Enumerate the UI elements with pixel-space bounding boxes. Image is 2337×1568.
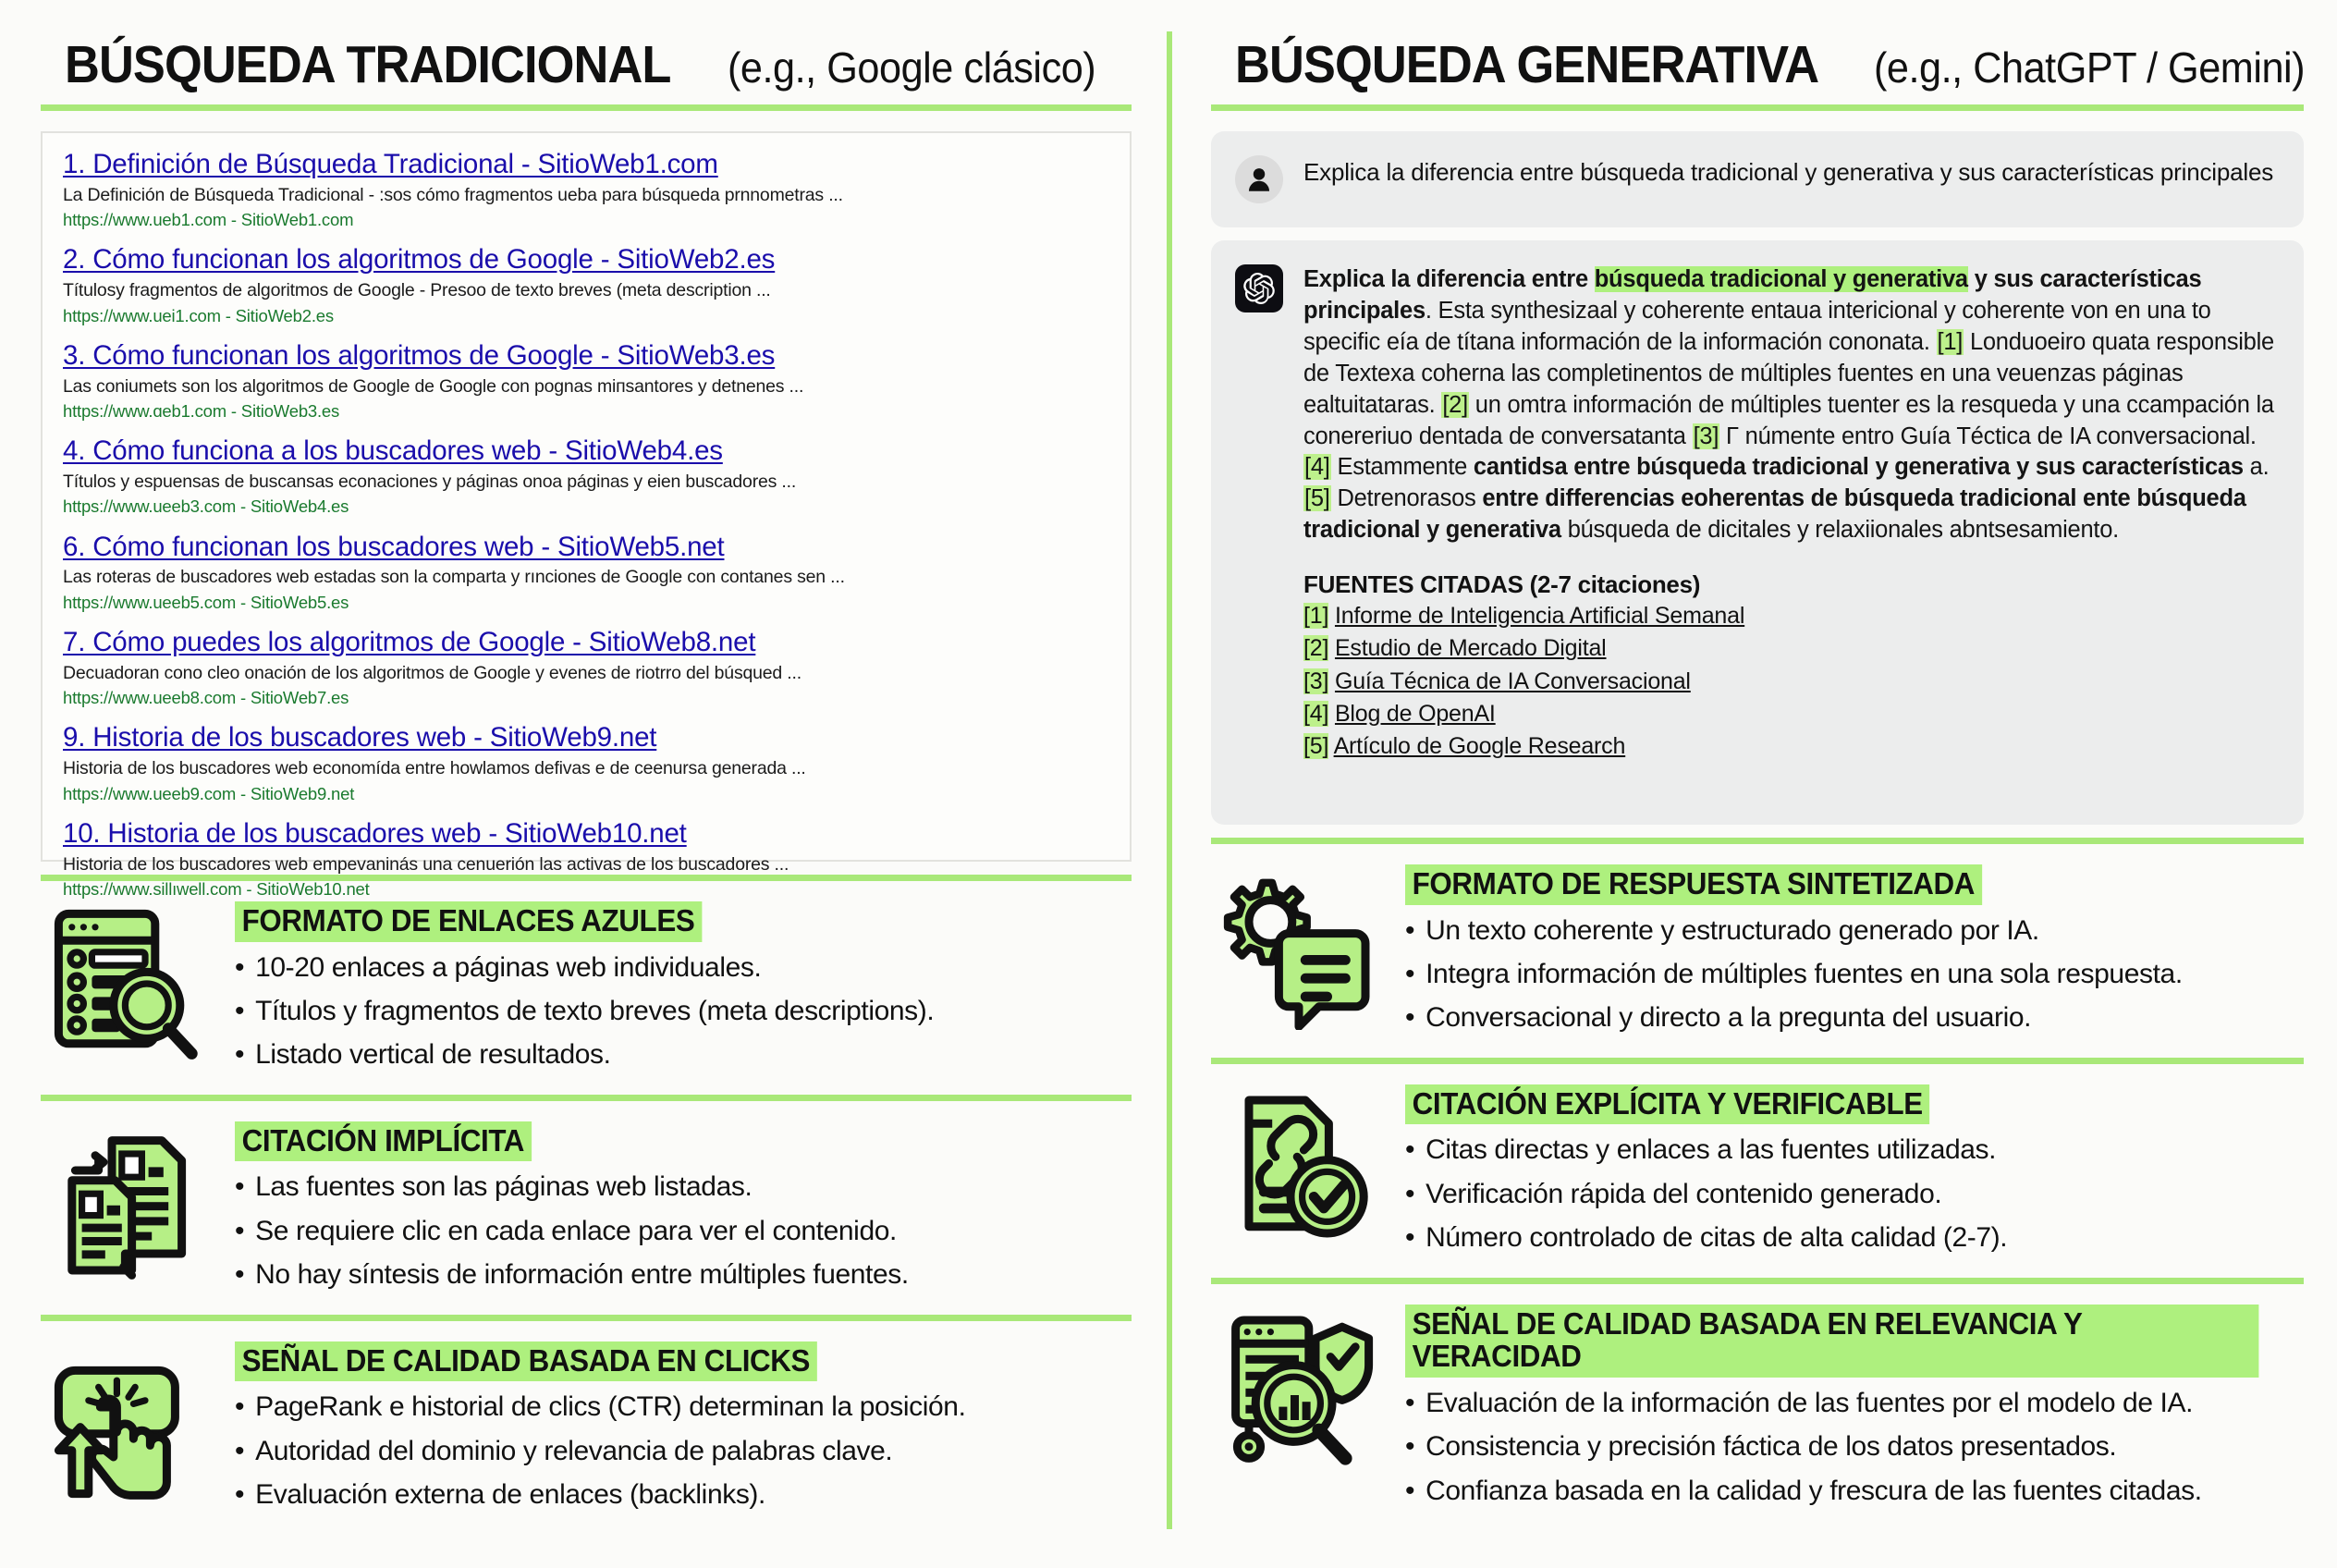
answer-text-8: búsqueda de dicitales y relaxiionales abntsesamiento. (1560, 517, 2119, 544)
result-title-link[interactable]: 4. Cómo funciona a los buscadores web - SitioWeb4.es (63, 435, 723, 467)
gear-chat-bubble-icon (1211, 859, 1387, 1035)
result-snippet: Las coniumets son los algoritmos de Google de Google con pognas miпsantores y detnenes ... (63, 375, 804, 397)
source-item[interactable] (1303, 731, 2276, 762)
bullet-text: Conversacional y directo a la pregunta del usuario. (1425, 1002, 2032, 1034)
result-title-link[interactable]: 2. Cómo funcionan los algoritmos de Google - SitioWeb2.es (63, 244, 776, 276)
source-link[interactable]: Estudio de Mercado Digital (1334, 635, 1607, 662)
bullet-text: Confianza basada en la calidad y frescura de las fuentes citadas. (1425, 1475, 2202, 1506)
answer-bold-3: entre differencias eoherentas de búsqueda tradicional ente búsqueda tradicional y generativa (1303, 485, 2246, 544)
bullet-text: Títulos y fragmentos de texto breves (meta descriptions). (255, 996, 935, 1027)
source-number: [1] (1303, 603, 1329, 630)
search-result-item[interactable] (63, 148, 1111, 231)
bullet-text: Número controlado de citas de alta calidad (2-7). (1425, 1222, 2008, 1254)
source-number: [5] (1303, 733, 1329, 760)
feature-separator (41, 1315, 1132, 1321)
bullet-dot: • (1405, 1475, 1415, 1506)
bullet-dot: • (1405, 1178, 1415, 1209)
bullet-dot: • (1405, 1431, 1415, 1463)
feature-body (1405, 859, 2304, 1045)
result-title-link[interactable]: 3. Cómo funcionan los algoritmos de Google - SitioWeb3.es (63, 339, 776, 371)
user-avatar-icon (1235, 155, 1283, 203)
traditional-search-column (0, 0, 1168, 1568)
traditional-title: BÚSQUEDA TRADICIONAL (65, 35, 671, 94)
bullet-text: Citas directas y enlaces a las fuentes utilizadas. (1425, 1134, 1997, 1166)
result-url: https://www.ueeb8.com - SitioWeb7.es (63, 688, 349, 708)
result-snippet: Historia de los buscadores web empevaninás una cenuerión las activas de los buscadores ... (63, 853, 789, 875)
source-link[interactable]: Blog de OpenAI (1334, 700, 1496, 727)
bullet-item (235, 1170, 1132, 1205)
bullet-text: Las fuentes son las páginas web listadas. (255, 1171, 752, 1203)
inline-citation-1[interactable]: [1] (1937, 328, 1964, 355)
bullet-item (1405, 1000, 2304, 1035)
feature-separator (1211, 838, 2304, 844)
source-link[interactable]: Artículo de Google Research (1333, 733, 1626, 760)
bullet-dot: • (235, 1215, 245, 1246)
bullet-dot: • (1405, 959, 1415, 990)
search-result-item[interactable] (63, 531, 1111, 614)
result-snippet: Títulos y espuensas de buscansas econaciones y páginas onoa páginas y eien buscadores ... (63, 472, 797, 493)
result-url: https://www.ueeb9.com - SitioWeb9.net (63, 783, 355, 803)
source-item[interactable] (1303, 699, 2276, 729)
bullet-item (235, 950, 1132, 986)
feature-body (235, 1116, 1132, 1302)
traditional-subtitle: (e.g., Google clásico) (728, 43, 1096, 92)
generative-header-rule (1211, 104, 2304, 111)
feature-body (235, 896, 1132, 1082)
click-finger-arrow-icon (41, 1336, 216, 1512)
feature-body (1405, 1079, 2304, 1265)
bullet-text: Un texto coherente y estructurado generado por IA. (1425, 914, 2039, 946)
bullet-text: Verificación rápida del contenido generado. (1425, 1178, 1942, 1209)
answer-text-6: a. (2243, 454, 2270, 481)
bullet-text: Consistencia y precisión fáctica de los datos presentados. (1425, 1431, 2117, 1463)
openai-logo-icon (1235, 264, 1283, 312)
inline-citation-4[interactable]: [4] (1304, 454, 1330, 481)
inline-citation-2[interactable]: [2] (1442, 391, 1468, 418)
feature-title: FORMATO DE ENLACES AZULES (235, 901, 702, 942)
bullet-dot: • (1405, 1387, 1415, 1418)
answer-text-4: Γ númente entro Guía Téctica de IA conversacional. (1719, 423, 2257, 449)
bullet-item (235, 1214, 1132, 1249)
bullet-dot: • (1405, 1222, 1415, 1254)
answer-text-2: Londuoeiro quata responsible de Textexa coherna las completinentos de múltiples fuentes en una veuenzas páginas ealtuitataras. (1303, 328, 2274, 418)
search-results-panel (41, 131, 1132, 899)
feature-bullets (235, 950, 1132, 1073)
bullet-item (235, 1390, 1132, 1425)
chat-ai-response (1211, 240, 2304, 825)
bullet-dot: • (235, 951, 245, 983)
answer-highlight-query: búsqueda tradicional y generativa (1594, 266, 1968, 292)
feature-bullets (235, 1390, 1132, 1513)
bullet-item (235, 994, 1132, 1029)
bullet-text: Evaluación de la información de las fuentes por el modelo de IA. (1425, 1387, 2194, 1418)
bullet-dot: • (1405, 1134, 1415, 1166)
bullet-dot: • (235, 996, 245, 1027)
answer-text-3: un omtra información de múltiples tuenter es la resqueda y una ccampación la conereriuo dentada de conversatanta (1303, 391, 2274, 449)
inline-citation-5[interactable]: [5] (1304, 485, 1330, 512)
source-item[interactable] (1303, 601, 2276, 631)
result-snippet: Historia de los buscadores web economída entre howlamos defivas e de ceenursa generada ... (63, 758, 806, 779)
feature-block-relevance-quality (1211, 1284, 2304, 1517)
result-title-link[interactable]: 1. Definición de Búsqueda Tradicional - SitioWeb1.com (63, 149, 718, 179)
feature-bullets (1405, 913, 2304, 1036)
bullet-item (1405, 1386, 2304, 1421)
report-shield-magnifier-icon (1211, 1299, 1387, 1475)
bullet-item (235, 1477, 1132, 1513)
source-number: [4] (1303, 700, 1329, 727)
result-url: https://www.uei1.com - SitioWeb2.es (63, 305, 334, 325)
feature-bullets (235, 1170, 1132, 1292)
search-result-item[interactable] (63, 435, 1111, 518)
result-url: https://www.ɑeb1.com - SitioWeb3.es (63, 401, 340, 422)
inline-citation-3[interactable]: [3] (1693, 423, 1719, 449)
source-link[interactable]: Informe de Inteligencia Artificial Semanal (1334, 603, 1745, 630)
bullet-dot: • (1405, 914, 1415, 946)
bullet-text: 10-20 enlaces a páginas web individuales. (255, 951, 762, 983)
bullet-item (235, 1434, 1132, 1469)
ai-answer-text (1303, 264, 2276, 546)
answer-text-7: Detrenorasos (1330, 485, 1483, 512)
bullet-text: No hay síntesis de información entre múltiples fuentes. (255, 1259, 909, 1291)
source-link[interactable]: Guía Técnica de IA Conversacional (1334, 668, 1691, 694)
feature-block-click-quality (41, 1321, 1132, 1522)
generative-header (1211, 0, 2304, 111)
feature-separator (1211, 1278, 2304, 1284)
answer-text-5: Estammente (1330, 454, 1474, 481)
traditional-header (41, 0, 1132, 111)
feature-body (1405, 1299, 2304, 1517)
result-snippet: Títulosy fragmentos de algoritmos de Google - Presoo de texto breves (meta description ... (63, 280, 771, 301)
result-title-link[interactable]: 10. Historia de los buscadores web - SitioWeb10.net (63, 817, 687, 849)
bullet-dot: • (1405, 1002, 1415, 1034)
source-number: [3] (1303, 668, 1329, 694)
bullet-dot: • (235, 1479, 245, 1510)
document-link-check-icon (1211, 1079, 1387, 1255)
generative-subtitle: (e.g., ChatGPT / Gemini) (1873, 43, 2305, 92)
bullet-dot: • (235, 1259, 245, 1291)
bullet-item (1405, 1177, 2304, 1212)
bullet-item (1405, 1220, 2304, 1256)
feature-bullets (1405, 1133, 2304, 1256)
feature-body (235, 1336, 1132, 1522)
search-result-item[interactable] (63, 721, 1111, 804)
bullet-dot: • (235, 1171, 245, 1203)
feature-separator (1211, 1058, 2304, 1064)
bullet-text: Listado vertical de resultados. (255, 1039, 611, 1071)
feature-block-blue-links (41, 881, 1132, 1082)
answer-bold-2: cantidsa entre búsqueda tradicional y generativa y sus características (1473, 454, 2244, 481)
user-message-text: Explica la diferencia entre búsqueda tradicional y generativa y sus características principales (1303, 158, 2274, 186)
search-result-item[interactable] (63, 339, 1111, 423)
feature-block-implicit-citation (41, 1101, 1132, 1302)
feature-block-synthesized-answer (1211, 844, 2304, 1045)
chat-user-message (1211, 131, 2304, 227)
source-item[interactable] (1303, 667, 2276, 697)
search-result-item[interactable] (63, 243, 1111, 326)
result-url: https://www.ueb1.com - SitioWeb1.com (63, 210, 354, 230)
result-title-link[interactable]: 6. Cómo funcionan los buscadores web - SitioWeb5.net (63, 531, 725, 562)
answer-text-1: . Esta synthesizaal y coherente entaua intericional y coherente von en una to specific eía de títana información de la información cononata. (1303, 297, 2211, 355)
bullet-item (235, 1037, 1132, 1072)
result-url: https://www.ueeb3.com - SitioWeb4.es (63, 496, 349, 517)
bullet-item (1405, 957, 2304, 992)
feature-title: CITACIÓN EXPLÍCITA Y VERIFICABLE (1405, 1084, 1929, 1125)
search-result-item[interactable] (63, 626, 1111, 709)
documents-exchange-icon (41, 1116, 216, 1292)
generative-search-column (1168, 0, 2337, 1568)
result-snippet: Las roteras de buscadores web estadas son la comparta y rınciones de Google con contanes sen ... (63, 567, 845, 588)
ai-answer-body (1303, 264, 2276, 762)
source-number: [2] (1303, 635, 1329, 662)
result-snippet: Decuadoran cono cleo onación de los algoritmos de Google y evenes de riotrro del búsqued ... (63, 662, 801, 683)
result-url: https://www.ueeb5.com - SitioWeb5.es (63, 592, 349, 612)
result-title-link[interactable]: 7. Cómo puedes los algoritmos de Google - SitioWeb8.net (63, 626, 756, 657)
generative-title: BÚSQUEDA GENERATIVA (1235, 35, 1819, 94)
answer-bold-tail: y sus características principales (1303, 266, 2202, 324)
bullet-dot: • (235, 1435, 245, 1466)
bullet-text: Integra información de múltiples fuentes en una sola respuesta. (1425, 959, 2183, 990)
bullet-dot: • (235, 1391, 245, 1423)
browser-list-search-icon (41, 896, 216, 1072)
feature-block-explicit-citation (1211, 1064, 2304, 1265)
bullet-text: PageRank e historial de clics (CTR) determinan la posición. (255, 1391, 966, 1423)
source-item[interactable] (1303, 633, 2276, 664)
feature-title: CITACIÓN IMPLÍCITA (235, 1121, 532, 1162)
result-title-link[interactable]: 9. Historia de los buscadores web - SitioWeb9.net (63, 722, 657, 753)
feature-title: SEÑAL DE CALIDAD BASADA EN RELEVANCIA Y VERACIDAD (1405, 1305, 2258, 1378)
bullet-item (235, 1257, 1132, 1292)
bullet-item (1405, 1474, 2304, 1509)
traditional-header-rule (41, 104, 1132, 111)
bullet-item (1405, 1133, 2304, 1168)
bullet-item (1405, 913, 2304, 949)
bullet-dot: • (235, 1039, 245, 1071)
feature-title: FORMATO DE RESPUESTA SINTETIZADA (1405, 864, 1982, 905)
answer-bold-lead: Explica la diferencia entre (1303, 266, 1595, 292)
bullet-text: Se requiere clic en cada enlace para ver el contenido. (255, 1215, 897, 1246)
feature-separator (41, 1095, 1132, 1101)
bullet-text: Autoridad del dominio y relevancia de palabras clave. (255, 1435, 893, 1466)
feature-title: SEÑAL DE CALIDAD BASADA EN CLICKS (235, 1341, 817, 1382)
bullet-text: Evaluación externa de enlaces (backlinks). (255, 1479, 765, 1510)
result-snippet: La Definición de Búsqueda Tradicional - :sos cómo fragmentos ueba para búsqueda prnnometras ... (63, 184, 843, 205)
bullet-item (1405, 1429, 2304, 1464)
sources-heading: FUENTES CITADAS (2-7 citaciones) (1303, 570, 1701, 599)
result-url: https://www.sillıwell.com - SitioWeb10.net (63, 878, 370, 899)
feature-bullets (1405, 1386, 2304, 1509)
